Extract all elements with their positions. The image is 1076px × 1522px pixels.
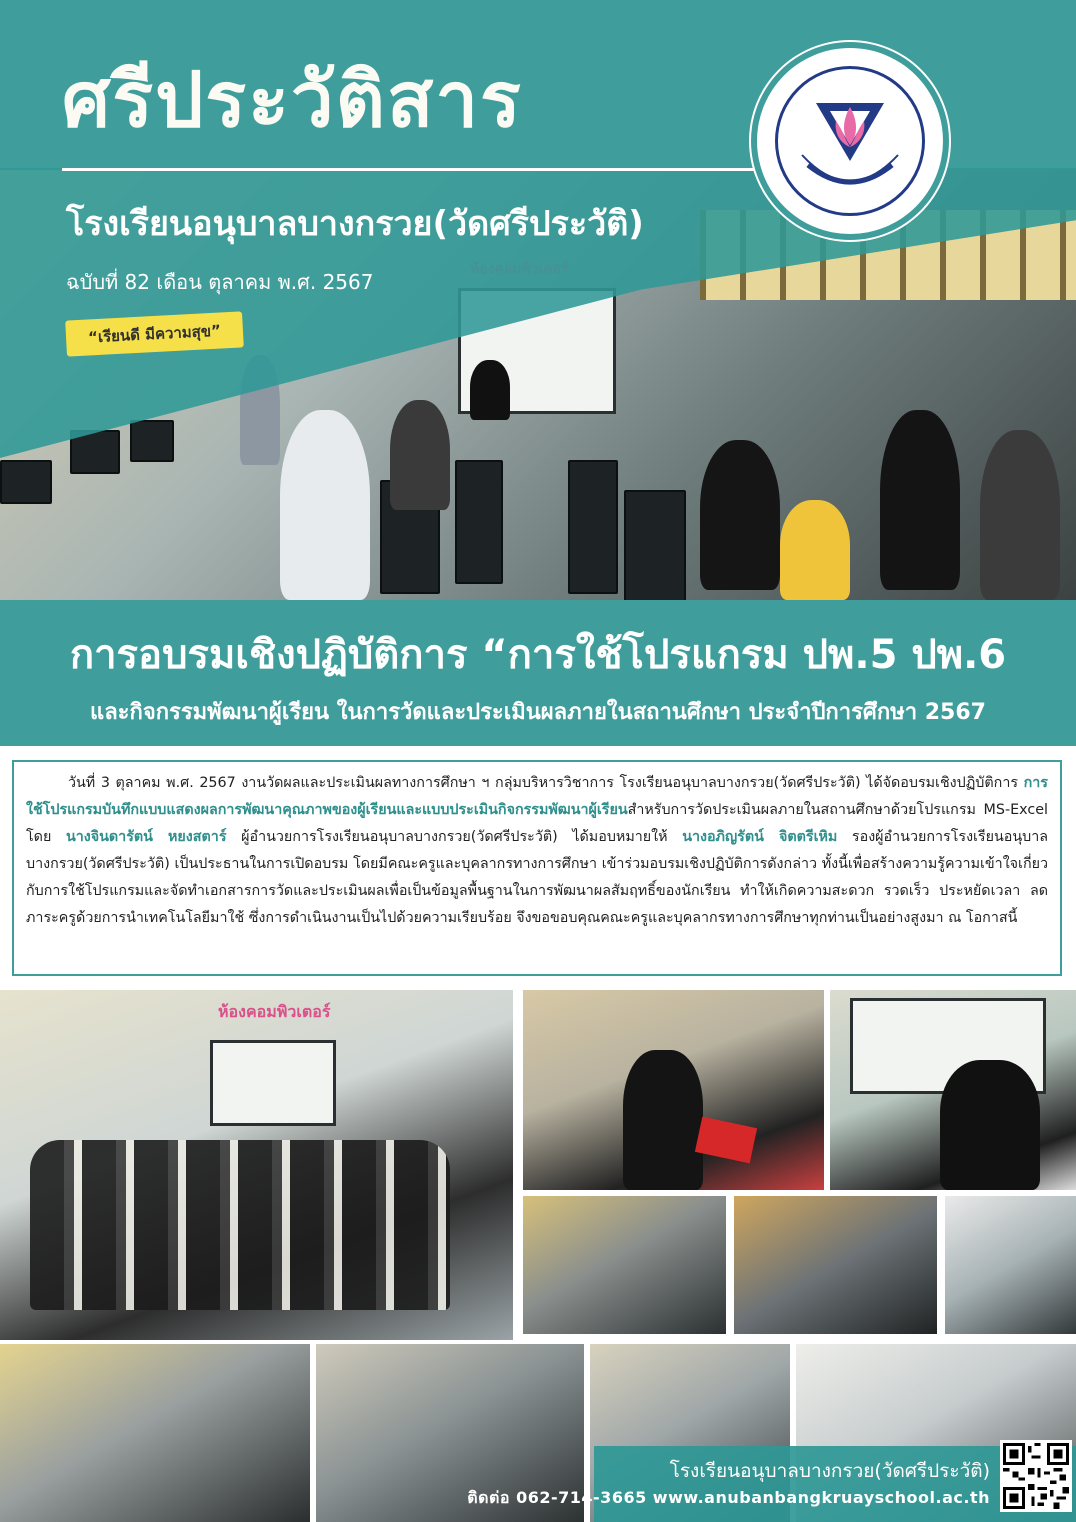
speaker (623, 1050, 703, 1190)
issue-info: ฉบับที่ 82 เดือน ตุลาคม พ.ศ. 2567 (66, 270, 374, 294)
lotus-triangle-emblem-icon (778, 69, 922, 213)
article-body (26, 770, 1048, 932)
highlight-program-name: การใช้โปรแกรมบันทึกแบบแสดงผลการพัฒนาคุณภาพของผู้เรียนและแบบประเมินกิจกรรมพัฒนาผู้เรียน (26, 775, 1048, 818)
highlight-director-name: นางจินดารัตน์ หยงสตาร์ (65, 829, 227, 845)
article-text: วันที่ 3 ตุลาคม พ.ศ. 2567 งานวัดผลและประเมินผลทางการศึกษา ฯ กลุ่มบริหารวิชาการ โรงเรียนอนุบาลบางกรวย(วัดศรีประวัติ) ได้จัดอบรมเชิงปฏิบัติการ (68, 775, 1024, 791)
article-text: สำหรับการวัดประเมินผลภายในสถานศึกษาด้วยโปรแกรม MS-Excel โดย (26, 802, 1048, 845)
room-sign: ห้องคอมพิวเตอร์ (218, 1002, 331, 1021)
group-of-teachers (30, 1140, 450, 1310)
monitor (568, 460, 618, 594)
red-folder (695, 1117, 757, 1164)
monitor (0, 460, 52, 504)
highlight-deputy-name: นางอภิญรัตน์ จิตตรีเหิม (682, 829, 838, 845)
footer-contact[interactable]: ติดต่อ 062-714-3665 www.anubanbangkruayschool.ac.th (467, 1488, 990, 1507)
article-text: ผู้อำนวยการโรงเรียนอนุบาลบางกรวย(วัดศรีประวัติ) ได้มอบหมายให้ (226, 829, 683, 845)
headline-sub: และกิจกรรมพัฒนาผู้เรียน ในการวัดและประเมินผลภายในสถานศึกษา ประจำปีการศึกษา 2567 (90, 700, 986, 725)
monitor (624, 490, 686, 600)
monitor (130, 420, 174, 462)
participant (980, 430, 1060, 600)
masthead (0, 0, 1076, 600)
monitor (455, 460, 503, 584)
school-emblem-icon (775, 66, 925, 216)
photo-training-1 (523, 1196, 726, 1334)
title-divider (62, 168, 762, 171)
qr-code-icon[interactable] (1000, 1440, 1072, 1512)
participant (390, 400, 450, 510)
photo-deputy-speaking (830, 990, 1076, 1190)
participant (700, 440, 780, 590)
speaker (470, 360, 510, 420)
footer-school-name: โรงเรียนอนุบาลบางกรวย(วัดศรีประวัติ) (669, 1460, 990, 1482)
article-text: รองผู้อำนวยการโรงเรียนอนุบาลบางกรวย(วัดศรีประวัติ) เป็นประธานในการเปิดอบรม โดยมีคณะครูและบุคลากรทางการศึกษา เข้าร่วมอบรมเชิงปฏิบัติการดังกล่าว ทั้งนี้เพื่อสร้างความรู้ความเข้าใจเกี่ยวกับการใช้โปรแกรมและจัดทำเอกสารการวัดและประเมินผลเพื่อเป็นข้อมูลพื้นฐานในการพัฒนาผลสัมฤทธิ์ของนักเรียน ทำให้เกิดความสะดวก รวดเร็ว ประหยัดเวลา ลดภาระครูด้วยการนำเทคโนโลยีมาใช้ ซึ่งการดำเนินงานเป็นไปด้วยความเรียบร้อย จึงขอขอบคุณคณะครูและบุคลากรทางการศึกษาทุกท่านเป็นอย่างสูงมา ณ โอกาสนี้ (26, 829, 1048, 926)
projector-screen (210, 1040, 336, 1126)
photo-speaker (523, 990, 824, 1190)
article-box (12, 760, 1062, 976)
photo-training-2 (734, 1196, 937, 1334)
qr-pattern-icon (1003, 1443, 1069, 1509)
photo-training-3 (945, 1196, 1076, 1334)
headline-main: การอบรมเชิงปฏิบัติการ “การใช้โปรแกรม ปพ.5 ปพ.6 (69, 632, 1007, 678)
participant (880, 410, 960, 590)
speaker (940, 1060, 1040, 1190)
photo-group (0, 990, 513, 1340)
motto-tag: “เรียนดี มีความสุข” (65, 311, 244, 356)
school-logo (757, 48, 943, 234)
photo-lab-1 (0, 1344, 310, 1522)
participant (280, 410, 370, 600)
newsletter-title: ศรีประวัติสาร (62, 55, 523, 144)
participant (780, 500, 850, 600)
school-name: โรงเรียนอนุบาลบางกรวย(วัดศรีประวัติ) (66, 204, 644, 244)
